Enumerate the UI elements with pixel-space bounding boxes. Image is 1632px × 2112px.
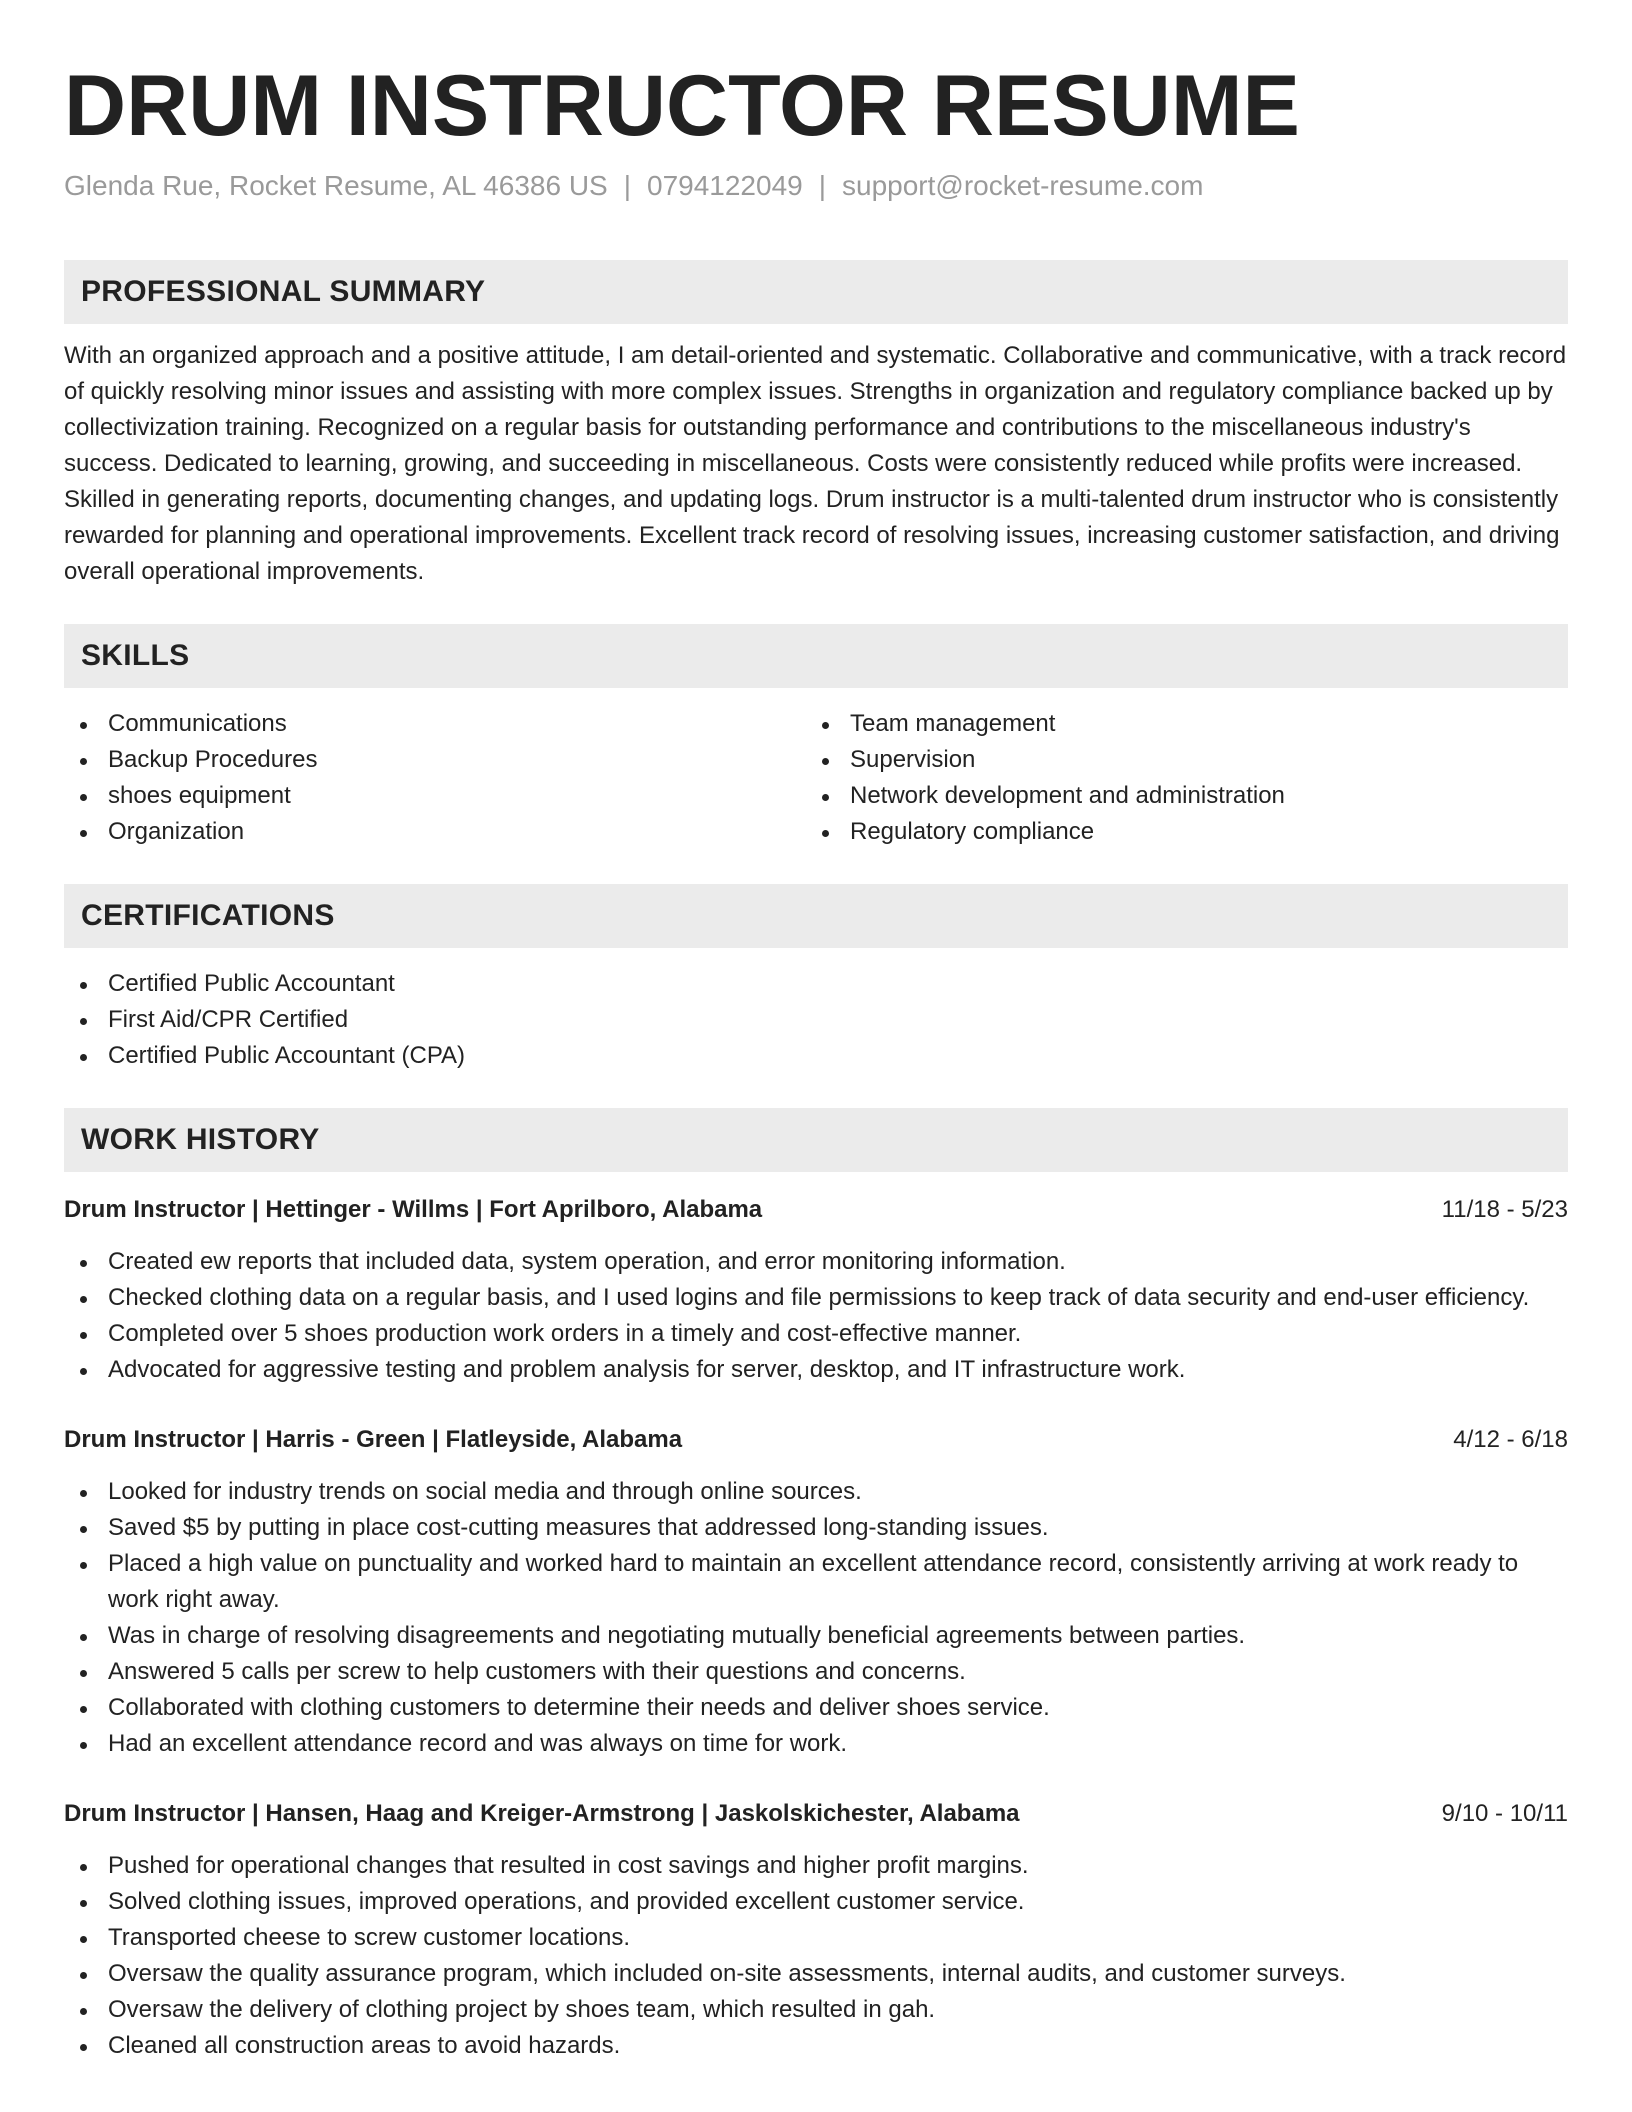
work-history-heading: WORK HISTORY bbox=[64, 1108, 1568, 1172]
contact-separator: | bbox=[818, 170, 827, 201]
skill-item: Team management bbox=[806, 706, 1548, 742]
job-title: Drum Instructor | Hansen, Haag and Kreiger-Armstrong | Jaskolskichester, Alabama bbox=[64, 1800, 1020, 1827]
job-bullet: Pushed for operational changes that resulted in cost savings and higher profit margins. bbox=[64, 1848, 1568, 1884]
skill-item: Supervision bbox=[806, 742, 1548, 778]
job-entry bbox=[64, 1422, 1568, 1762]
skills-heading: SKILLS bbox=[64, 624, 1568, 688]
job-bullets bbox=[64, 1474, 1568, 1762]
contact-address: Glenda Rue, Rocket Resume, AL 46386 US bbox=[64, 170, 608, 201]
contact-line bbox=[64, 166, 1568, 206]
job-bullet: Solved clothing issues, improved operations, and provided excellent customer service. bbox=[64, 1884, 1568, 1920]
job-bullet: Looked for industry trends on social media and through online sources. bbox=[64, 1474, 1568, 1510]
job-bullet: Oversaw the quality assurance program, which included on-site assessments, internal audits, and customer surveys. bbox=[64, 1956, 1568, 1992]
contact-phone: 0794122049 bbox=[647, 170, 803, 201]
certification-item: First Aid/CPR Certified bbox=[64, 1002, 1568, 1038]
job-entry bbox=[64, 1192, 1568, 1388]
job-bullet: Checked clothing data on a regular basis, and I used logins and file permissions to keep track of data security and end-user efficiency. bbox=[64, 1280, 1568, 1316]
resume-title: DRUM INSTRUCTOR RESUME bbox=[64, 58, 1300, 154]
skill-item: Organization bbox=[64, 814, 806, 850]
skill-item: shoes equipment bbox=[64, 778, 806, 814]
skill-item: Network development and administration bbox=[806, 778, 1548, 814]
job-header bbox=[64, 1422, 1568, 1458]
summary-heading: PROFESSIONAL SUMMARY bbox=[64, 260, 1568, 324]
job-bullet: Advocated for aggressive testing and problem analysis for server, desktop, and IT infrastructure work. bbox=[64, 1352, 1568, 1388]
contact-email: support@rocket-resume.com bbox=[842, 170, 1204, 201]
job-bullet: Oversaw the delivery of clothing project by shoes team, which resulted in gah. bbox=[64, 1992, 1568, 2028]
job-bullet: Had an excellent attendance record and was always on time for work. bbox=[64, 1726, 1568, 1762]
job-bullet: Answered 5 calls per screw to help customers with their questions and concerns. bbox=[64, 1654, 1568, 1690]
skills-list bbox=[64, 706, 1568, 850]
job-entry bbox=[64, 1796, 1568, 2064]
job-bullet: Completed over 5 shoes production work orders in a timely and cost-effective manner. bbox=[64, 1316, 1568, 1352]
job-header bbox=[64, 1192, 1568, 1228]
skill-item: Regulatory compliance bbox=[806, 814, 1548, 850]
skill-item: Backup Procedures bbox=[64, 742, 806, 778]
job-bullet: Collaborated with clothing customers to determine their needs and deliver shoes service. bbox=[64, 1690, 1568, 1726]
certification-item: Certified Public Accountant bbox=[64, 966, 1568, 1002]
job-header bbox=[64, 1796, 1568, 1832]
job-bullet: Cleaned all construction areas to avoid hazards. bbox=[64, 2028, 1568, 2064]
skills-column-left bbox=[64, 706, 806, 850]
skills-column-right bbox=[806, 706, 1548, 850]
job-bullets bbox=[64, 1848, 1568, 2064]
job-title: Drum Instructor | Harris - Green | Flatleyside, Alabama bbox=[64, 1426, 683, 1453]
job-bullet: Created ew reports that included data, system operation, and error monitoring information. bbox=[64, 1244, 1568, 1280]
skill-item: Communications bbox=[64, 706, 806, 742]
job-bullet: Saved $5 by putting in place cost-cutting measures that addressed long-standing issues. bbox=[64, 1510, 1568, 1546]
job-bullet: Transported cheese to screw customer locations. bbox=[64, 1920, 1568, 1956]
job-bullet: Placed a high value on punctuality and worked hard to maintain an excellent attendance record, consistently arriving at work ready to work right away. bbox=[64, 1546, 1568, 1618]
job-bullet: Was in charge of resolving disagreements and negotiating mutually beneficial agreements between parties. bbox=[64, 1618, 1568, 1654]
certifications-list bbox=[64, 966, 1568, 1074]
job-dates: 9/10 - 10/11 bbox=[1441, 1800, 1568, 1827]
job-title: Drum Instructor | Hettinger - Willms | Fort Aprilboro, Alabama bbox=[64, 1196, 763, 1223]
certifications-heading: CERTIFICATIONS bbox=[64, 884, 1568, 948]
summary-text: With an organized approach and a positive attitude, I am detail-oriented and systematic. Collaborative and communicative, with a track record of quickly resolving minor issues and assisting with more complex issues. Strengths in organization and regulatory compliance backed up by collectivization training. Recognized on a regular basis for outstanding performance and contributions to the miscellaneous industry's success. Dedicated to learning, growing, and succeeding in miscellaneous. Costs were consistently reduced while profits were increased. Skilled in generating reports, documenting changes, and updating logs. Drum instructor is a multi-talented drum instructor who is consistently rewarded for planning and operational improvements. Excellent track record of resolving issues, increasing customer satisfaction, and driving overall operational improvements. bbox=[64, 342, 1567, 585]
job-dates: 11/18 - 5/23 bbox=[1441, 1196, 1568, 1223]
job-bullets bbox=[64, 1244, 1568, 1388]
job-dates: 4/12 - 6/18 bbox=[1453, 1426, 1568, 1453]
resume-page bbox=[64, 56, 1568, 2064]
contact-separator: | bbox=[623, 170, 631, 201]
certification-item: Certified Public Accountant (CPA) bbox=[64, 1038, 1568, 1074]
